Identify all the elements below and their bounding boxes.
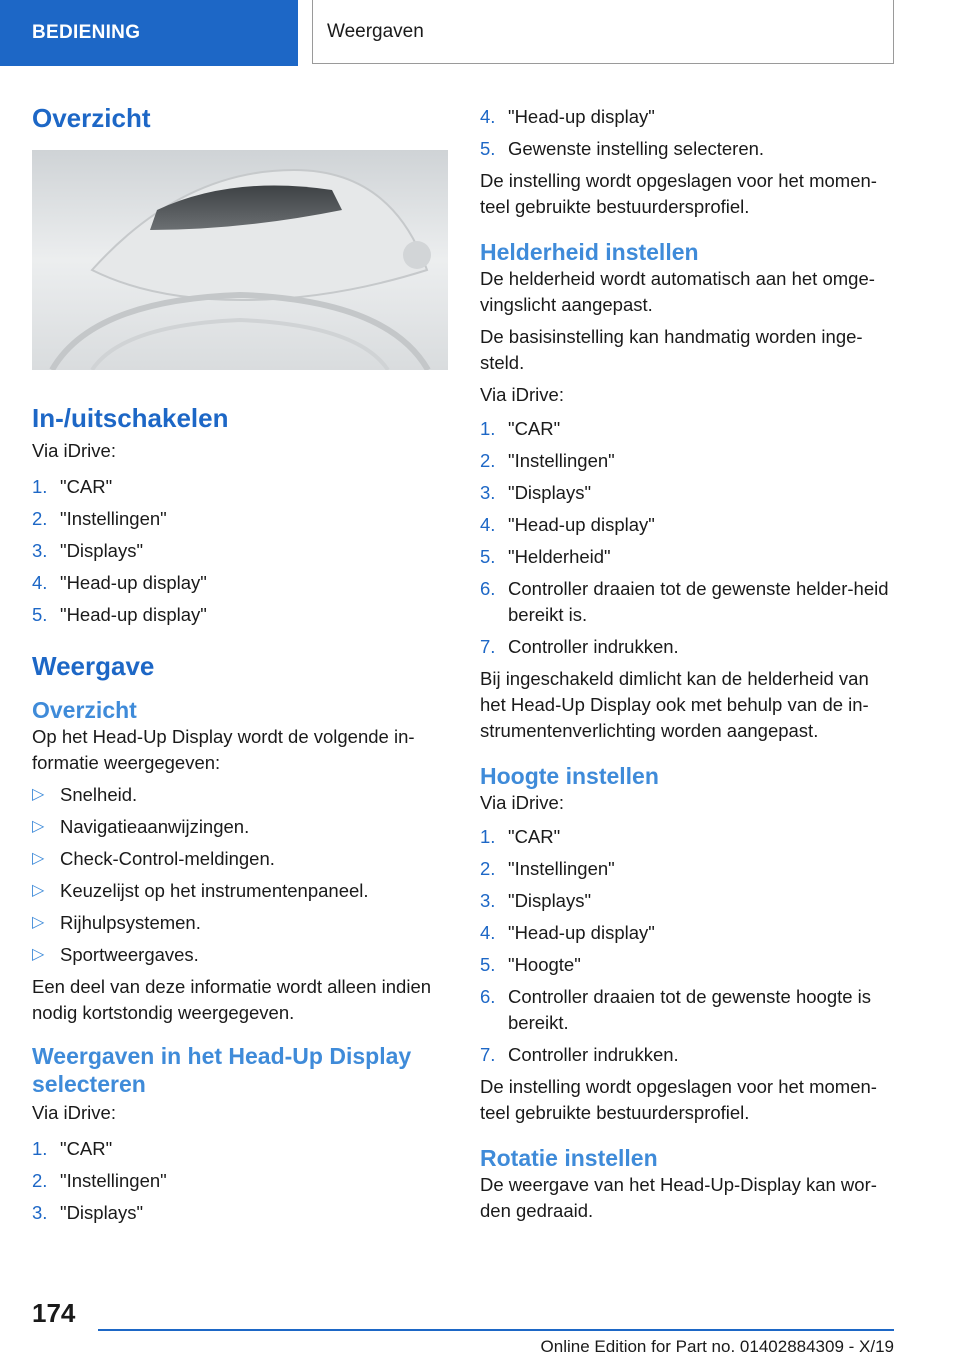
triangle-bullet-icon: ▷ — [32, 882, 45, 899]
list-item: 2. "Instellingen" — [480, 858, 615, 879]
list-item: 3. "Displays" — [480, 482, 592, 503]
brightness-steps — [480, 416, 896, 660]
select-steps — [32, 1136, 448, 1226]
list-item: 5. "Helderheid" — [480, 546, 611, 567]
list-item: 5. "Head-up display" — [32, 604, 207, 625]
footer-divider — [98, 1329, 894, 1331]
brightness-paragraph-1: De helderheid wordt automatisch aan het omge-vingslicht aangepast. — [480, 268, 875, 315]
list-item: 4. "Head-up display" — [480, 106, 655, 127]
triangle-bullet-icon: ▷ — [32, 818, 45, 835]
list-item: 4. "Head-up display" — [480, 514, 655, 535]
list-item: 7. Controller indrukken. — [480, 636, 679, 657]
list-item: 2. "Instellingen" — [480, 450, 615, 471]
list-item: 2. "Instellingen" — [32, 1170, 167, 1191]
list-item: 1. "CAR" — [480, 418, 561, 439]
display-intro: Op het Head-Up Display wordt de volgende in-formatie weergegeven: — [32, 726, 415, 773]
list-item: 1. "CAR" — [480, 826, 561, 847]
height-steps — [480, 824, 896, 1068]
brightness-intro: Via iDrive: — [480, 384, 564, 405]
triangle-bullet-icon: ▷ — [32, 946, 45, 963]
heading-brightness: Helderheid instellen — [480, 239, 699, 265]
heading-overview: Overzicht — [32, 103, 151, 133]
list-item: ▷ Navigatieaanwijzingen. — [32, 814, 448, 840]
triangle-bullet-icon: ▷ — [32, 850, 45, 867]
list-item: ▷ Sportweergaves. — [32, 942, 448, 968]
right-column — [480, 100, 896, 1224]
list-item: 1. "CAR" — [32, 476, 113, 497]
list-item: 4. "Head-up display" — [32, 572, 207, 593]
page-header — [0, 0, 960, 66]
heading-onoff: In-/uitschakelen — [32, 403, 229, 433]
list-item: 3. "Displays" — [32, 1202, 144, 1223]
display-note: Een deel van deze informatie wordt alleen indien nodig kortstondig weergegeven. — [32, 976, 432, 1023]
heading-select: Weergaven in het Head-Up Display selecteren — [32, 1043, 412, 1097]
brightness-paragraph-2: De basisinstelling kan handmatig worden inge-steld. — [480, 326, 863, 373]
list-item: 5. "Hoogte" — [480, 954, 581, 975]
select-intro: Via iDrive: — [32, 1102, 116, 1123]
list-item: ▷ Rijhulpsystemen. — [32, 910, 448, 936]
onoff-steps — [32, 474, 448, 628]
select-steps-continued — [480, 104, 896, 162]
select-note: De instelling wordt opgeslagen voor het momen-teel gebruikte bestuurdersprofiel. — [480, 170, 877, 217]
heading-height: Hoogte instellen — [480, 763, 659, 789]
list-item: 1. "CAR" — [32, 1138, 113, 1159]
heading-display-overview: Overzicht — [32, 697, 137, 723]
list-item: 7. Controller indrukken. — [480, 1044, 679, 1065]
list-item: 6. Controller draaien tot de gewenste hoogte is bereikt. — [480, 986, 872, 1033]
hud-photo — [32, 150, 448, 370]
list-item: ▷ Snelheid. — [32, 782, 448, 808]
list-item: 3. "Displays" — [32, 540, 144, 561]
list-item: ▷ Keuzelijst op het instrumentenpaneel. — [32, 878, 448, 904]
left-column — [32, 100, 448, 1226]
heading-rotation: Rotatie instellen — [480, 1145, 658, 1171]
edition-text: Online Edition for Part no. 01402884309 - X/19 — [540, 1337, 894, 1356]
triangle-bullet-icon: ▷ — [32, 786, 45, 803]
rotation-paragraph: De weergave van het Head-Up-Display kan wor-den gedraaid. — [480, 1174, 877, 1221]
brightness-note: Bij ingeschakeld dimlicht kan de helderheid van het Head-Up Display ook met behulp van de in-strumentenverlichting worden aangepast. — [480, 668, 869, 741]
triangle-bullet-icon: ▷ — [32, 914, 45, 931]
list-item: 2. "Instellingen" — [32, 508, 167, 529]
heading-display: Weergave — [32, 651, 155, 681]
list-item: 5. Gewenste instelling selecteren. — [480, 138, 765, 159]
list-item: ▷ Check-Control-meldingen. — [32, 846, 448, 872]
onoff-intro: Via iDrive: — [32, 440, 116, 461]
hud-illustration — [32, 150, 448, 370]
list-item: 4. "Head-up display" — [480, 922, 655, 943]
display-items — [32, 782, 448, 968]
height-note: De instelling wordt opgeslagen voor het momen-teel gebruikte bestuurdersprofiel. — [480, 1076, 877, 1123]
page-number: 174 — [32, 1298, 76, 1328]
chapter-title: Weergaven — [312, 0, 894, 64]
list-item: 6. Controller draaien tot de gewenste helder-heid bereikt is. — [480, 578, 889, 625]
height-intro: Via iDrive: — [480, 792, 564, 813]
section-tab: BEDIENING — [0, 0, 298, 66]
list-item: 3. "Displays" — [480, 890, 592, 911]
